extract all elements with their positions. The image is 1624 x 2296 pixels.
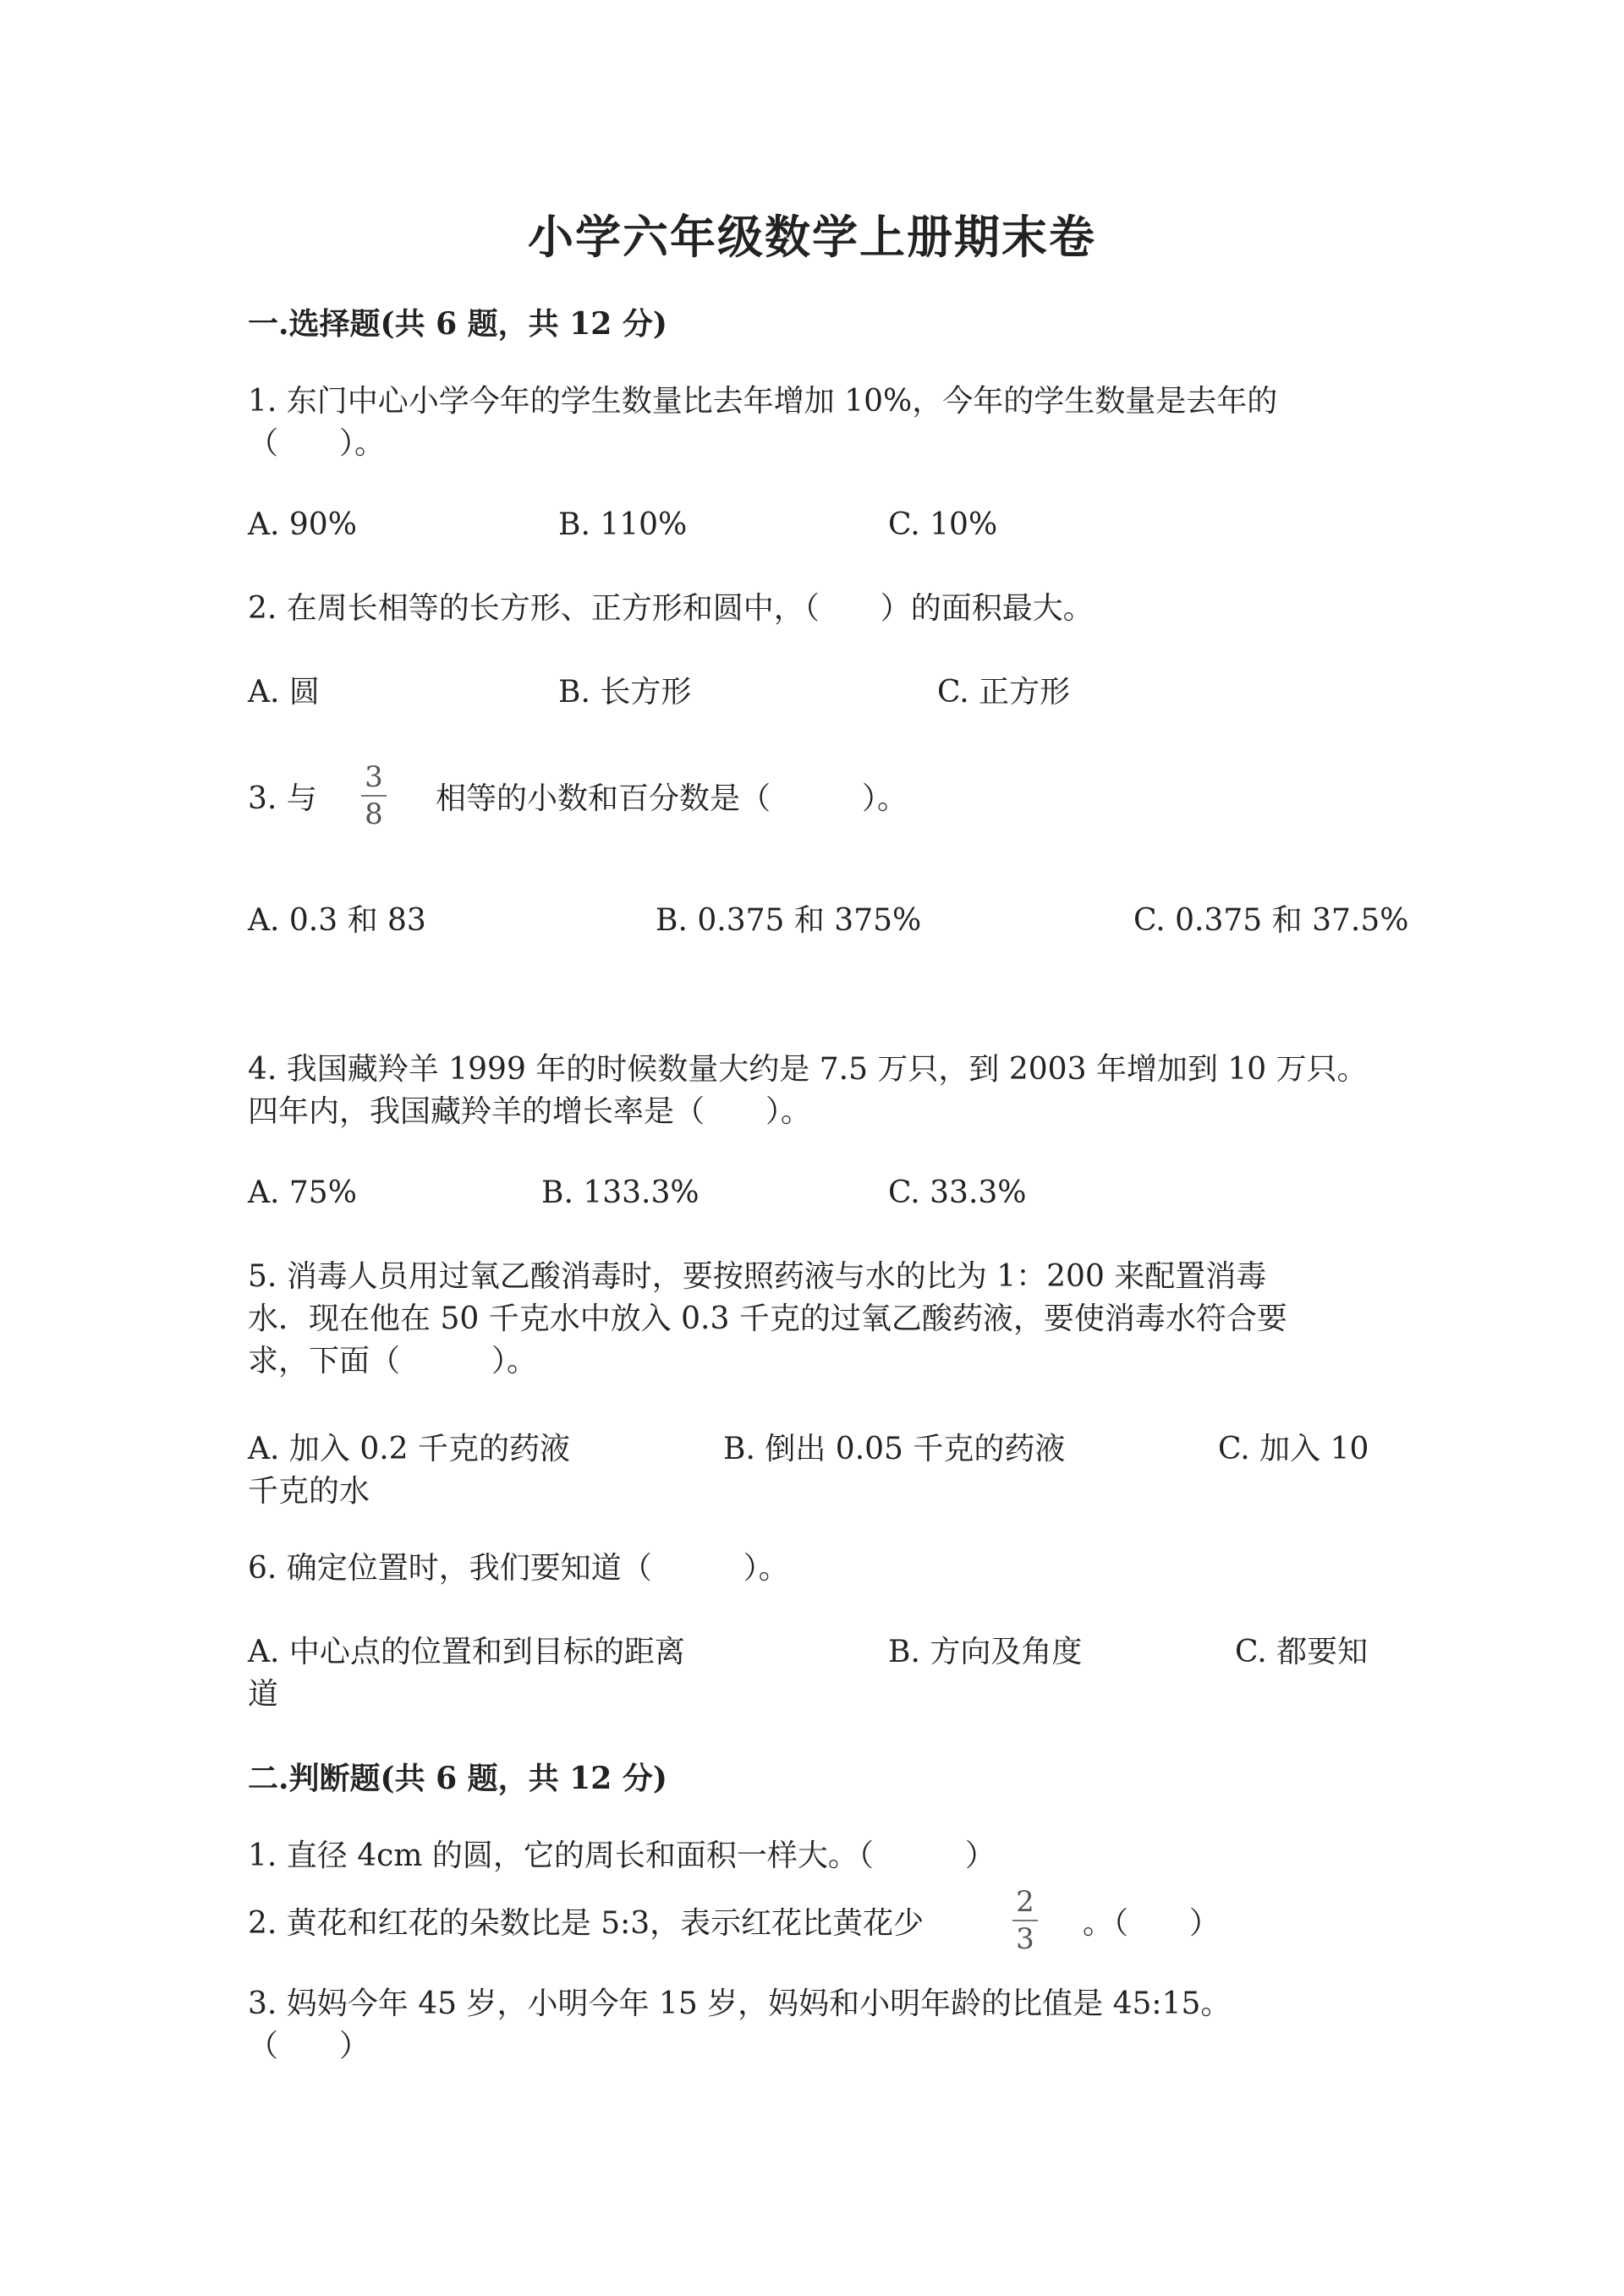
section-heading-judgment: 二.判断题(共 6 题，共 12 分) [248, 1761, 667, 1796]
question-3-option-c: C. 0.375 和 37.5% [1133, 903, 1409, 938]
question-6-option-a: A. 中心点的位置和到目标的距离 [248, 1635, 685, 1669]
question-5-line-1: 5. 消毒人员用过氧乙酸消毒时，要按照药液与水的比为 1：200 来配置消毒 [248, 1259, 1267, 1294]
question-5-option-b: B. 倒出 0.05 千克的药液 [723, 1432, 1066, 1466]
question-3-suffix: 相等的小数和百分数是（ ）。 [436, 781, 908, 816]
judgment-3-line-2: （ ） [248, 2029, 370, 2063]
question-3-prefix: 3. 与 [248, 781, 317, 816]
question-3-fraction [357, 761, 391, 830]
question-5-option-c: C. 加入 10 [1218, 1432, 1369, 1466]
fraction-denominator: 8 [365, 797, 383, 831]
question-5-option-a: A. 加入 0.2 千克的药液 [248, 1432, 571, 1466]
question-4-line-2: 四年内，我国藏羚羊的增长率是（ ）。 [248, 1094, 812, 1129]
question-2-option-c: C. 正方形 [937, 675, 1071, 710]
page-title: 小学六年级数学上册期末卷 [528, 210, 1096, 264]
judgment-3-line-1: 3. 妈妈今年 45 岁，小明今年 15 岁，妈妈和小明年龄的比值是 45:15。 [248, 1986, 1232, 2021]
question-5-option-c-continued: 千克的水 [248, 1474, 370, 1509]
question-1-line-2: （ ）。 [248, 426, 386, 461]
question-6-option-c: C. 都要知 [1235, 1635, 1369, 1669]
question-4-line-1: 4. 我国藏羚羊 1999 年的时候数量大约是 7.5 万只，到 2003 年增加到 10 万只。 [248, 1052, 1368, 1087]
question-5-line-2: 水．现在他在 50 千克水中放入 0.3 千克的过氧乙酸药液，要使消毒水符合要 [248, 1301, 1287, 1336]
question-2-text: 2. 在周长相等的长方形、正方形和圆中，（ ）的面积最大。 [248, 591, 1094, 626]
question-1-line-1: 1. 东门中心小学今年的学生数量比去年增加 10%，今年的学生数量是去年的 [248, 384, 1278, 419]
question-5-line-3: 求，下面（ ）。 [248, 1344, 538, 1378]
judgment-1-text: 1. 直径 4cm 的圆，它的周长和面积一样大。（ ） [248, 1838, 996, 1873]
question-1-option-c: C. 10% [888, 507, 998, 542]
question-3-option-b: B. 0.375 和 375% [656, 903, 922, 938]
fraction-bar [1012, 1920, 1038, 1921]
question-2-option-a: A. 圆 [248, 675, 320, 710]
question-3-option-a: A. 0.3 和 83 [248, 903, 426, 938]
judgment-2-fraction [1008, 1886, 1042, 1955]
judgment-2-suffix: 。（ ） [1083, 1906, 1221, 1941]
question-1-option-a: A. 90% [248, 507, 357, 542]
fraction-numerator: 2 [1016, 1885, 1034, 1919]
question-2-option-b: B. 长方形 [558, 675, 692, 710]
question-4-option-c: C. 33.3% [888, 1175, 1027, 1210]
fraction-numerator: 3 [365, 760, 383, 794]
question-6-option-c-continued: 道 [248, 1677, 279, 1712]
question-4-option-b: B. 133.3% [541, 1175, 700, 1210]
question-4-option-a: A. 75% [248, 1175, 357, 1210]
section-heading-choice: 一.选择题(共 6 题，共 12 分) [248, 306, 667, 342]
judgment-2-prefix: 2. 黄花和红花的朵数比是 5:3，表示红花比黄花少 [248, 1906, 924, 1941]
question-6-text: 6. 确定位置时，我们要知道（ ）。 [248, 1551, 789, 1586]
fraction-bar [361, 795, 387, 797]
fraction-denominator: 3 [1016, 1922, 1034, 1956]
question-6-option-b: B. 方向及角度 [888, 1635, 1083, 1669]
question-1-option-b: B. 110% [558, 507, 688, 542]
